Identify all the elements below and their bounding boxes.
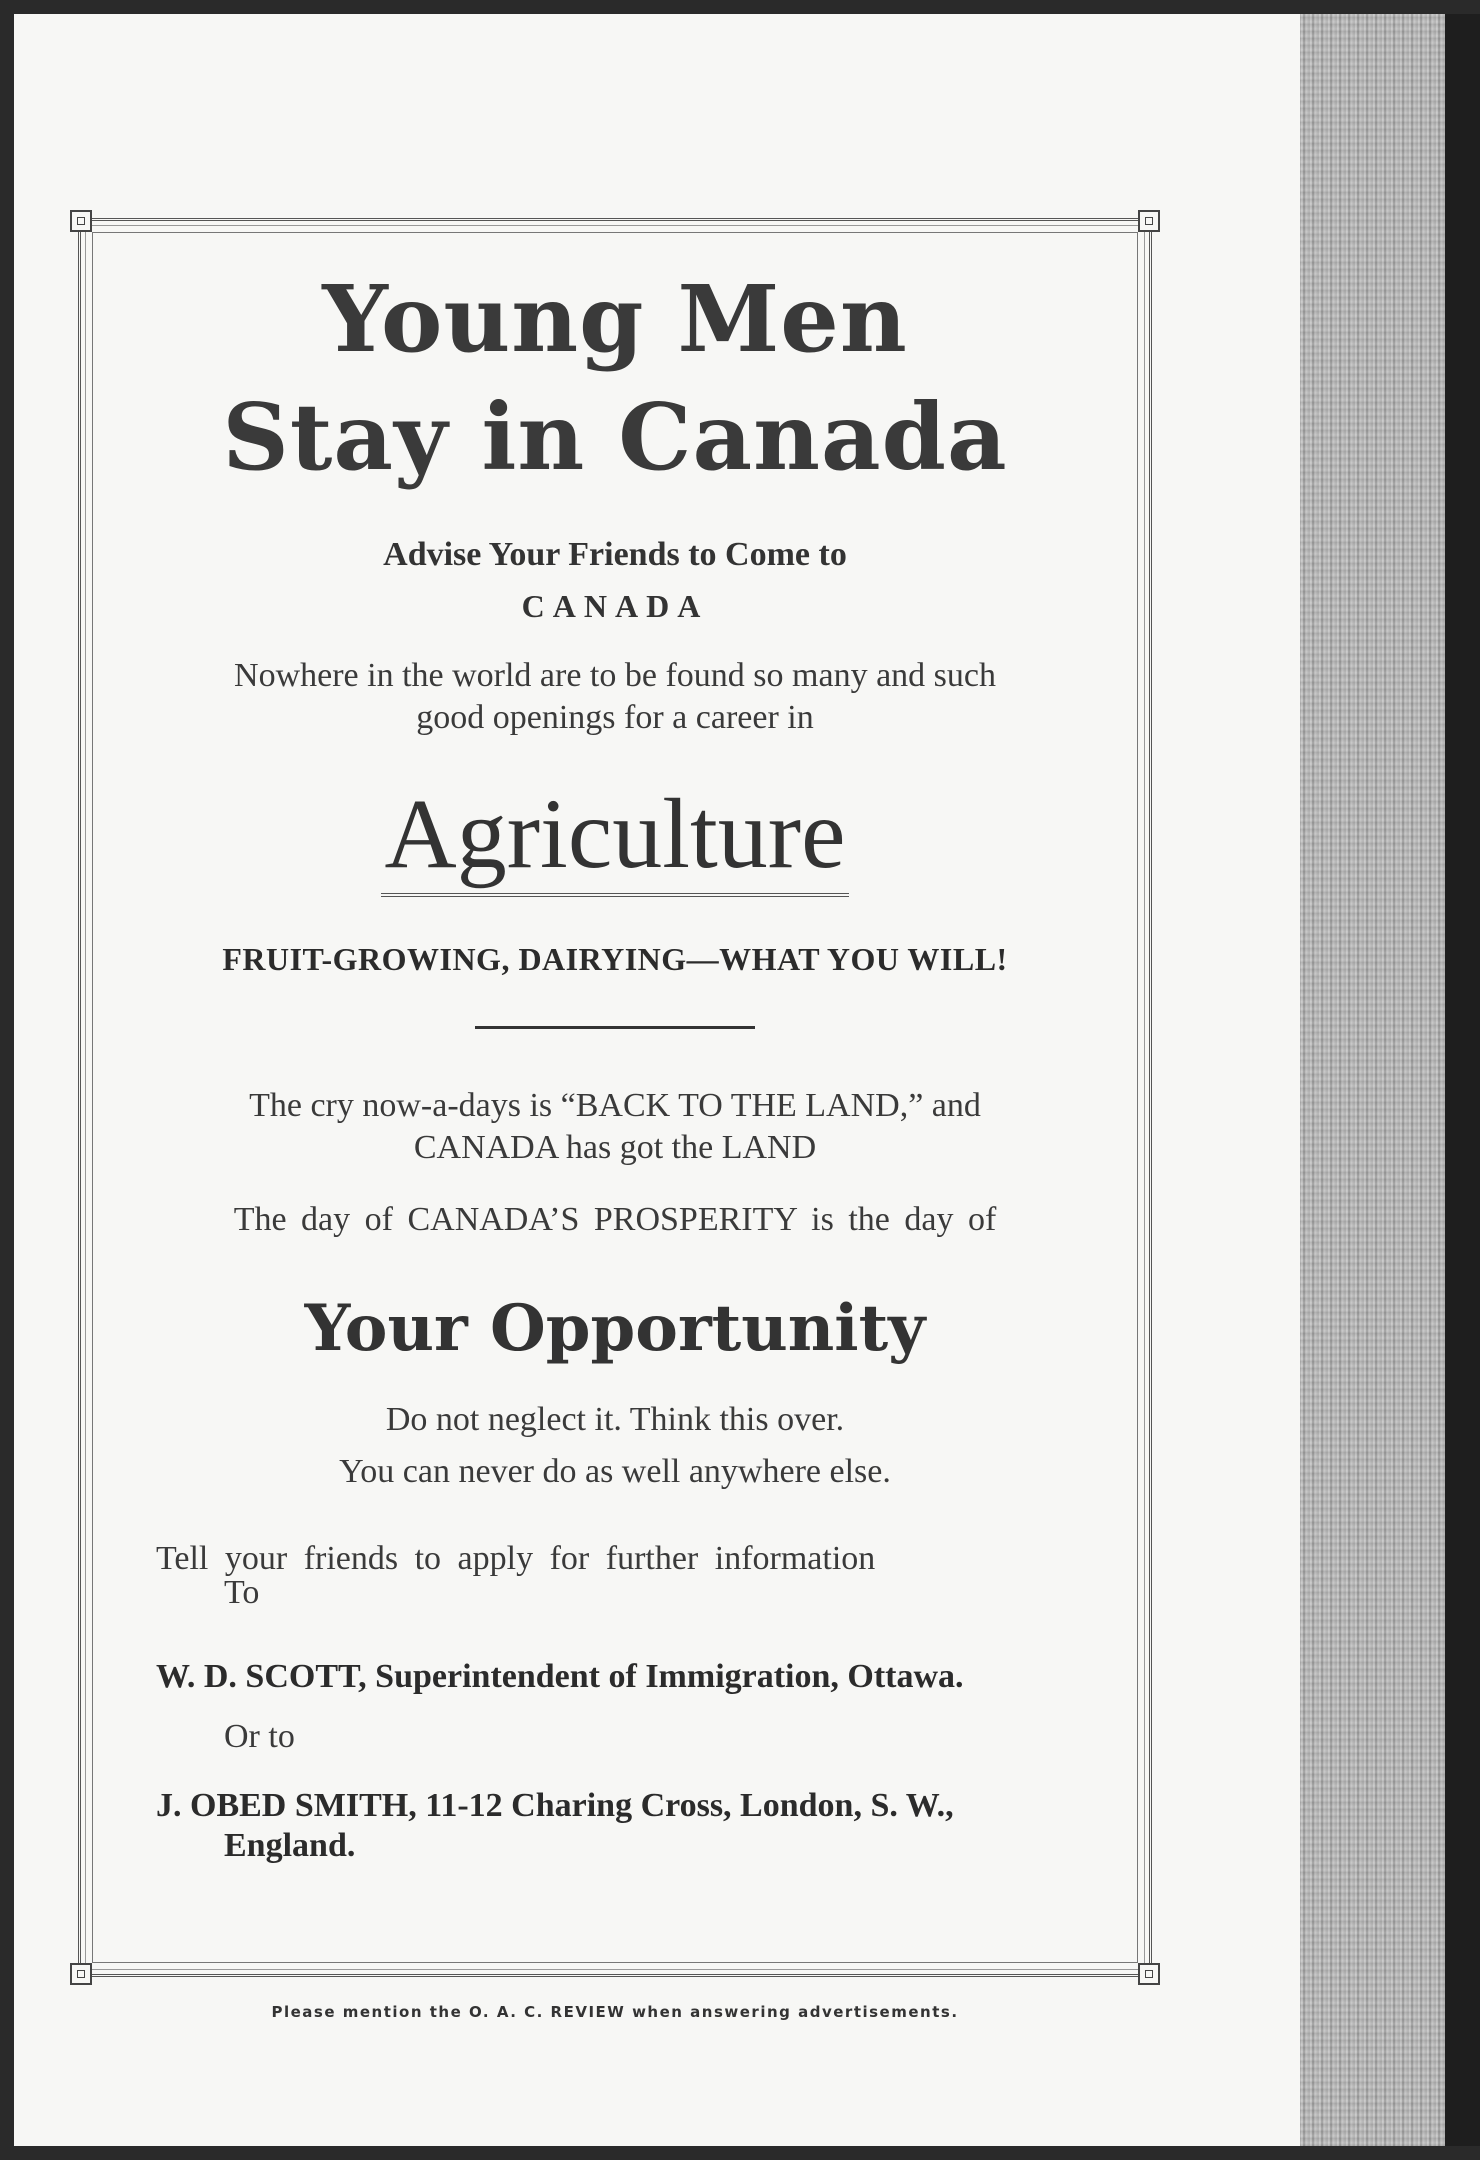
nowhere-line-1: Nowhere in the world are to be found so many and such xyxy=(234,657,996,694)
scan-background xyxy=(1445,14,1480,2146)
neglect-paragraph xyxy=(110,1394,1120,1498)
smith-address xyxy=(156,1786,1120,1866)
nowhere-paragraph xyxy=(110,655,1120,739)
or-to-line: Or to xyxy=(224,1718,295,1755)
corner-ornament-top-left xyxy=(70,210,92,232)
headline-line-2: Stay in Canada xyxy=(222,383,1008,491)
corner-ornament-bottom-right xyxy=(1138,1963,1160,1985)
prosperity-line: The day of CANADA’S PROSPERITY is the day of xyxy=(233,1201,997,1238)
footer-note: Please mention the O. A. C. REVIEW when answering advertisements. xyxy=(271,2003,959,2021)
canada-subheading: CANADA xyxy=(521,588,709,624)
agriculture-heading: Agriculture xyxy=(381,779,850,897)
book-page-edges xyxy=(1300,14,1445,2146)
scott-address: W. D. SCOTT, Superintendent of Immigration, Ottawa. xyxy=(156,1658,964,1695)
neglect-line-1: Do not neglect it. Think this over. xyxy=(385,1401,845,1438)
contact-block xyxy=(110,1538,1120,1866)
smith-address-line-2: England. xyxy=(224,1827,356,1864)
corner-ornament-bottom-left xyxy=(70,1963,92,1985)
neglect-line-2: You can never do as well anywhere else. xyxy=(339,1453,891,1490)
fruit-tagline: FRUIT-GROWING, DAIRYING—WHAT YOU WILL! xyxy=(222,941,1008,977)
to-line: To xyxy=(224,1574,260,1611)
cry-line-2: CANADA has got the LAND xyxy=(413,1129,817,1166)
advertisement-content xyxy=(110,260,1120,1866)
cry-paragraph xyxy=(110,1085,1120,1169)
cry-line-1: The cry now-a-days is “BACK TO THE LAND,” and xyxy=(249,1087,981,1124)
corner-ornament-top-right xyxy=(1138,210,1160,232)
divider-rule xyxy=(475,1026,755,1029)
advise-subheading: Advise Your Friends to Come to xyxy=(383,536,847,573)
headline xyxy=(110,260,1120,496)
opportunity-heading: Your Opportunity xyxy=(304,1291,926,1366)
apply-line: Tell your friends to apply for further information xyxy=(156,1540,876,1577)
headline-line-1: Young Men xyxy=(322,265,908,373)
nowhere-line-2: good openings for a career in xyxy=(416,699,814,736)
smith-address-line-1: J. OBED SMITH, 11-12 Charing Cross, London, S. W., xyxy=(156,1787,954,1824)
